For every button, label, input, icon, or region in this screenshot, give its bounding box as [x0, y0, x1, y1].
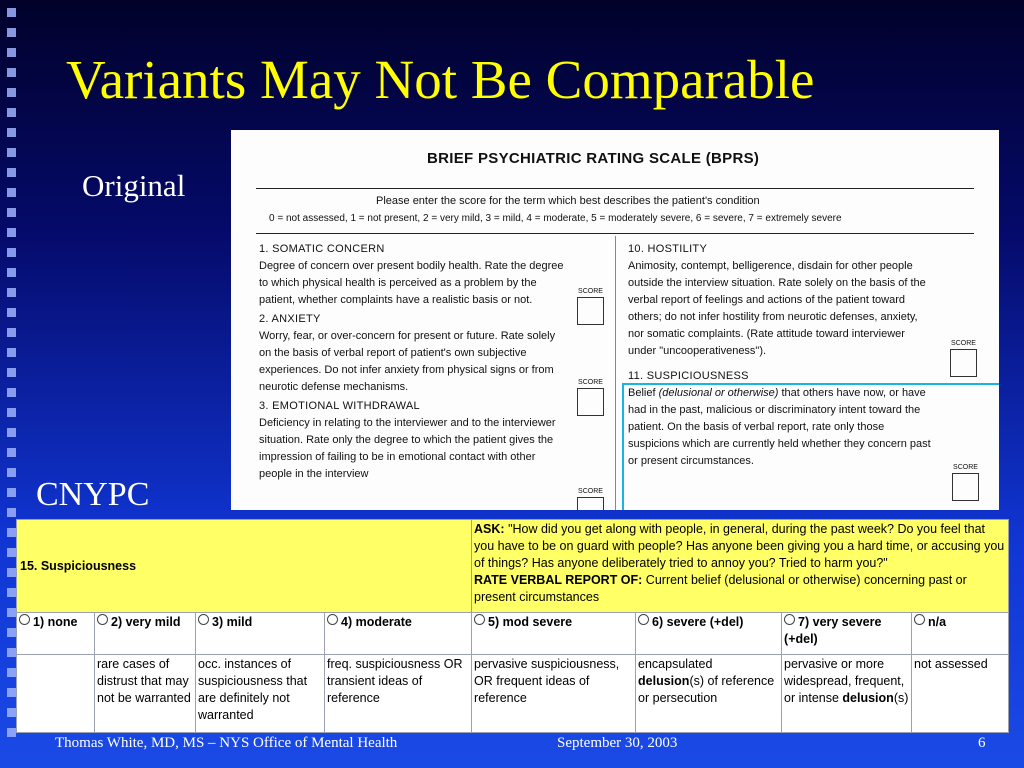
- bullet-square: [7, 248, 16, 257]
- description-text: (s) of reference or persecution: [638, 674, 775, 705]
- bprs-instruction: Please enter the score for the term which best describes the patient's condition: [376, 195, 760, 207]
- score-label: SCORE: [951, 340, 976, 347]
- option-label: 5) mod severe: [488, 615, 573, 629]
- bullet-square: [7, 468, 16, 477]
- bprs-scale-legend: 0 = not assessed, 1 = not present, 2 = very mild, 3 = mild, 4 = moderate, 5 = moderately severe, 6 = severe, 7 = extremely severe: [269, 213, 842, 224]
- option-cell[interactable]: [782, 613, 912, 655]
- bullet-square: [7, 448, 16, 457]
- radio-button[interactable]: [638, 614, 649, 625]
- bullet-square: [7, 428, 16, 437]
- bprs-item-heading: 10. HOSTILITY: [628, 243, 708, 255]
- slide-title: Variants May Not Be Comparable: [66, 49, 815, 110]
- option-label: 7) very severe (+del): [784, 615, 882, 646]
- radio-button[interactable]: [914, 614, 925, 625]
- cnypc-label: CNYPC: [36, 476, 150, 513]
- bprs-item-text: Worry, fear, or over-concern for present or future. Rate solely on the basis of verbal report of patient's own subjective experiences. Do not infer anxiety from physical signs or from neurotic defense mechanisms.: [259, 330, 556, 393]
- bullet-square: [7, 88, 16, 97]
- bullet-square: [7, 328, 16, 337]
- description-cell: pervasive suspiciousness, OR frequent ideas of reference: [472, 655, 636, 733]
- description-cell: freq. suspiciousness OR transient ideas of reference: [325, 655, 472, 733]
- bullet-square: [7, 408, 16, 417]
- bullet-square: [7, 188, 16, 197]
- footer-page-number: 6: [978, 735, 986, 751]
- bprs-divider: [256, 188, 974, 189]
- bullet-square: [7, 8, 16, 17]
- option-cell[interactable]: [472, 613, 636, 655]
- option-cell[interactable]: [325, 613, 472, 655]
- bprs-divider: [256, 233, 974, 234]
- bullet-square: [7, 608, 16, 617]
- option-label: 1) none: [33, 615, 78, 629]
- bullet-square: [7, 228, 16, 237]
- bullet-square: [7, 648, 16, 657]
- bprs-item-heading: 1. SOMATIC CONCERN: [259, 243, 385, 255]
- bullet-square: [7, 68, 16, 77]
- bprs-title: BRIEF PSYCHIATRIC RATING SCALE (BPRS): [427, 150, 760, 167]
- bprs-item-anxiety: [259, 311, 564, 396]
- option-label: 2) very mild: [111, 615, 181, 629]
- bullet-square: [7, 508, 16, 517]
- description-bold: delusion: [638, 674, 690, 688]
- bprs-left-column: [259, 241, 564, 485]
- description-cell: [782, 655, 912, 733]
- description-text: pervasive or more widespread, frequent, or intense: [784, 657, 905, 705]
- option-cell[interactable]: [196, 613, 325, 655]
- description-cell: not assessed: [912, 655, 1009, 733]
- bprs-item-text: Deficiency in relating to the interviewer and to the interviewer situation. Rate only the degree to which the patient gives the impression of failing to be in emotional contact with other people in the interview: [259, 417, 556, 480]
- score-box: [577, 288, 604, 325]
- original-label: Original: [82, 168, 186, 203]
- options-row: [17, 613, 1009, 655]
- bullet-square: [7, 488, 16, 497]
- item-name: 15. Suspiciousness: [17, 520, 472, 613]
- bullet-square: [7, 588, 16, 597]
- ask-label: ASK:: [474, 522, 505, 536]
- ask-text: "How did you get along with people, in general, during the past week? Do you feel that you have to be on guard with people? Has anyone been giving you a hard time, or accusing you of things? Has anyone deliberately tried to annoy you? Tried to harm you?": [474, 522, 1005, 570]
- score-box: [577, 379, 604, 416]
- bullet-square: [7, 148, 16, 157]
- bullet-square: [7, 628, 16, 637]
- description-cell: [17, 655, 95, 733]
- bullet-square: [7, 548, 16, 557]
- score-label: SCORE: [578, 379, 603, 386]
- bullet-square: [7, 348, 16, 357]
- score-box: [950, 340, 977, 377]
- bprs-item-text: Animosity, contempt, belligerence, disdain for other people outside the interview situation. Rate solely on the basis of the verbal report of feelings and actions of the patient toward others; do not infer hostility from neurotic defenses, anxiety, nor somatic complaints. (Rate attitude toward interviewer under "uncooperativeness").: [628, 260, 926, 357]
- score-field: [577, 297, 604, 325]
- bullet-square: [7, 388, 16, 397]
- bullet-square: [7, 688, 16, 697]
- option-cell[interactable]: [95, 613, 196, 655]
- score-label: SCORE: [578, 288, 603, 295]
- bullet-square: [7, 48, 16, 57]
- option-cell[interactable]: [636, 613, 782, 655]
- bprs-text-italic: (delusional or otherwise): [658, 387, 779, 399]
- rate-text: Current belief (delusional or otherwise) concerning past or present circumstances: [474, 573, 967, 604]
- description-bold: delusion: [842, 691, 894, 705]
- option-label: n/a: [928, 615, 947, 629]
- bullet-square: [7, 308, 16, 317]
- score-field: [950, 349, 977, 377]
- score-field: [577, 388, 604, 416]
- bullet-square: [7, 568, 16, 577]
- radio-button[interactable]: [198, 614, 209, 625]
- bprs-item-heading: 3. EMOTIONAL WITHDRAWAL: [259, 400, 420, 412]
- bprs-text-part: that others have now, or have had in the past, malicious or discriminatory intent toward the patient. On the basis of verbal report, rate only those suspicions which are currently held whether they concern past or present circumstances.: [628, 387, 931, 467]
- rate-label: RATE VERBAL REPORT OF:: [474, 573, 643, 587]
- score-label: SCORE: [953, 464, 978, 471]
- score-label: SCORE: [578, 488, 603, 495]
- bprs-item-hostility: [628, 241, 933, 360]
- bprs-text-part: Belief: [628, 387, 659, 399]
- bullet-square: [7, 168, 16, 177]
- description-cell: [636, 655, 782, 733]
- bullet-square: [7, 128, 16, 137]
- bullet-square: [7, 108, 16, 117]
- bullet-square: [7, 288, 16, 297]
- bullet-square: [7, 268, 16, 277]
- radio-button[interactable]: [327, 614, 338, 625]
- bullet-square: [7, 208, 16, 217]
- description-text: (s): [893, 691, 909, 705]
- option-label: 4) moderate: [341, 615, 412, 629]
- option-cell[interactable]: [912, 613, 1009, 655]
- footer-date: September 30, 2003: [557, 735, 678, 751]
- bullet-square: [7, 368, 16, 377]
- bprs-item-heading: 2. ANXIETY: [259, 313, 321, 325]
- bprs-scan-image: [231, 130, 999, 510]
- bprs-item-text: Degree of concern over present bodily health. Rate the degree to which physical health is perceived as a problem by the patient, whether complaints have a realistic basis or not.: [259, 260, 564, 306]
- radio-button[interactable]: [97, 614, 108, 625]
- bullet-square: [7, 728, 16, 737]
- bullet-square: [7, 668, 16, 677]
- option-label: 3) mild: [212, 615, 253, 629]
- bprs-column-divider: [615, 236, 616, 510]
- description-cell: rare cases of distrust that may not be warranted: [95, 655, 196, 733]
- score-field: [577, 497, 604, 510]
- table-header-row: [17, 520, 1009, 613]
- radio-button[interactable]: [474, 614, 485, 625]
- descriptions-row: [17, 655, 1009, 733]
- option-cell[interactable]: [17, 613, 95, 655]
- bprs-item-somatic-concern: [259, 241, 564, 309]
- bullet-square: [7, 528, 16, 537]
- option-label: 6) severe (+del): [652, 615, 744, 629]
- suspiciousness-highlight-box: [622, 383, 999, 510]
- bprs-item-emotional-withdrawal: [259, 398, 564, 483]
- bullet-square: [7, 28, 16, 37]
- description-text: encapsulated: [638, 657, 713, 671]
- bullet-square: [7, 708, 16, 717]
- radio-button[interactable]: [19, 614, 30, 625]
- score-box: [577, 488, 604, 510]
- bprs-item-heading: 11. SUSPICIOUSNESS: [628, 370, 749, 382]
- radio-button[interactable]: [784, 614, 795, 625]
- item-instructions: [472, 520, 1009, 613]
- description-cell: occ. instances of suspiciousness that are definitely not warranted: [196, 655, 325, 733]
- cnypc-suspiciousness-table: [16, 519, 1009, 733]
- footer-author: Thomas White, MD, MS – NYS Office of Mental Health: [55, 735, 398, 751]
